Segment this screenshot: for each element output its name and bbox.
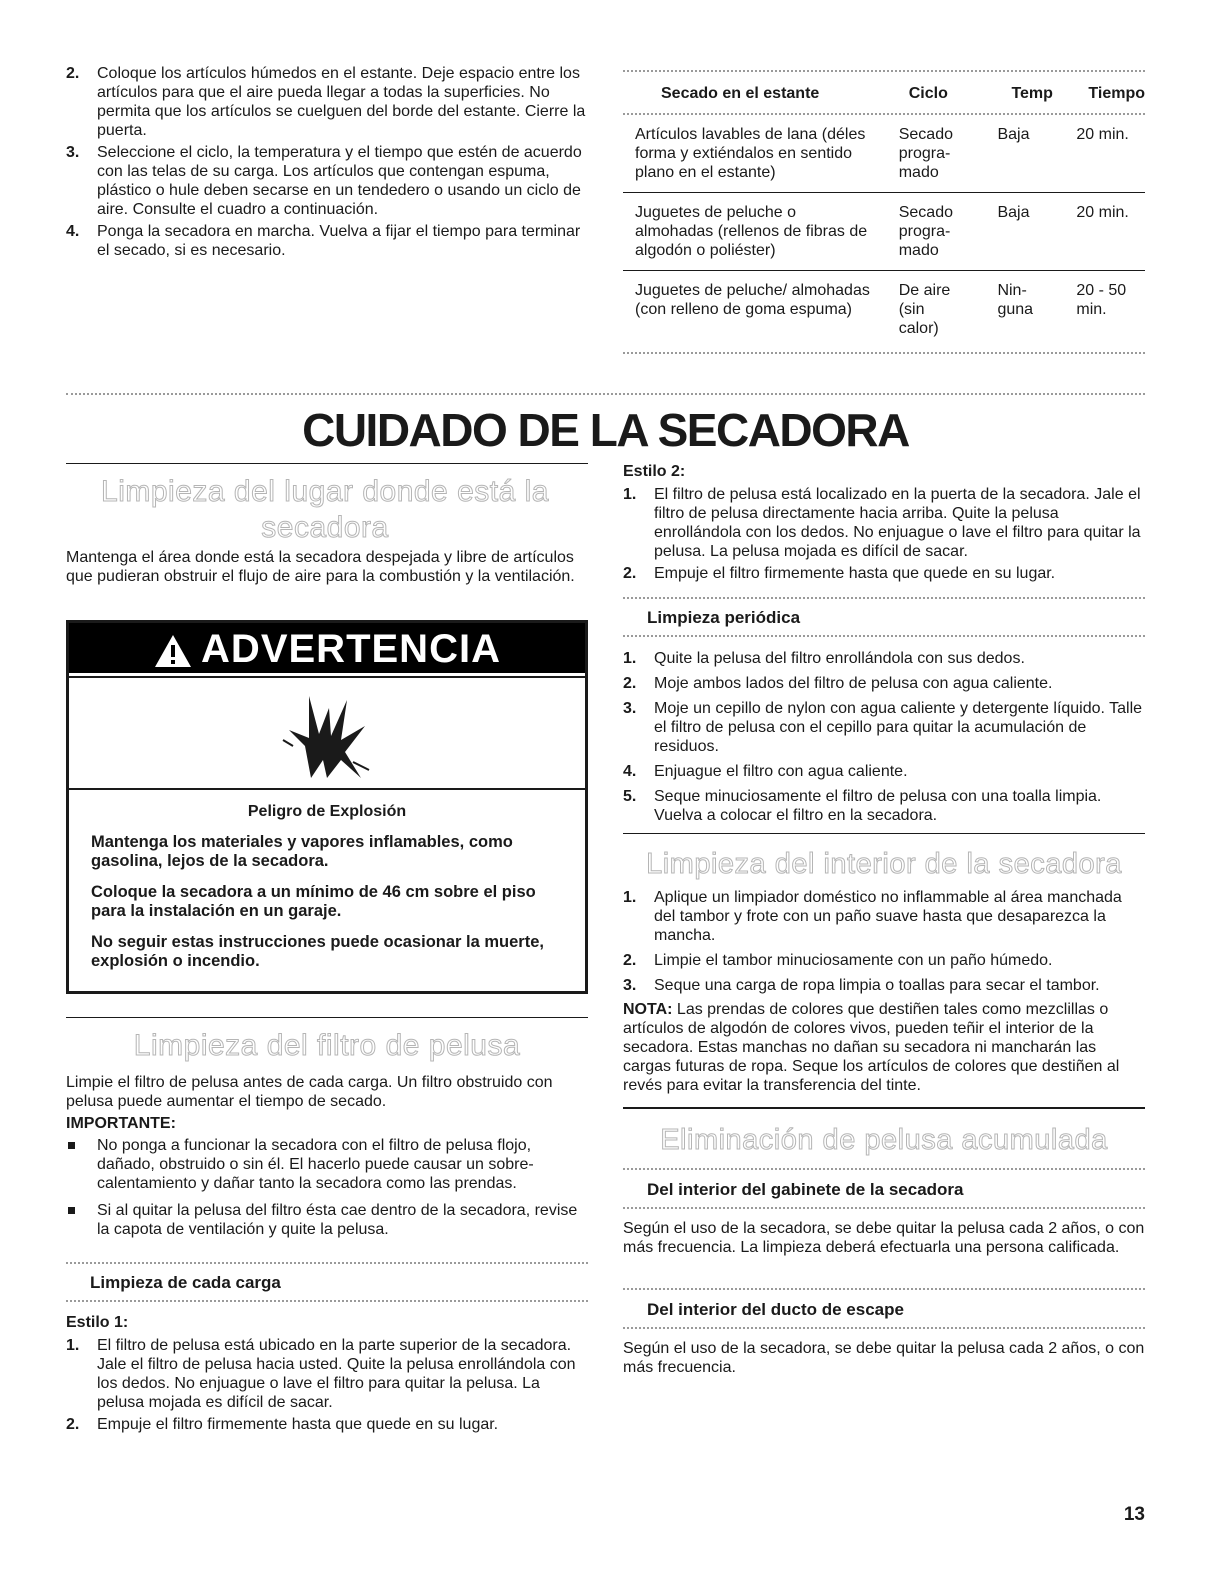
step-number: 3. bbox=[623, 977, 637, 994]
table-header: Tiempo bbox=[1088, 85, 1145, 102]
table-cell: Secado progra- mado bbox=[899, 115, 998, 193]
warning-text bbox=[69, 788, 585, 971]
page-number: 13 bbox=[1123, 1504, 1145, 1525]
step-number: 1. bbox=[66, 1337, 80, 1354]
bullet-text: Si al quitar la pelusa del filtro ésta cae dentro de la secadora, revise la capota de ventilación y quite la pelusa. bbox=[97, 1202, 578, 1238]
step-text: Moje ambos lados del filtro de pelusa con agua caliente. bbox=[654, 675, 1053, 692]
subsection-divider bbox=[623, 597, 1145, 599]
list-item bbox=[66, 1136, 588, 1193]
subsection-heading: Limpieza de cada carga bbox=[90, 1273, 281, 1292]
subsection-heading: Limpieza periódica bbox=[647, 608, 801, 627]
list-item bbox=[66, 222, 586, 260]
step-number: 2. bbox=[623, 565, 637, 582]
bullet-icon bbox=[68, 1142, 75, 1149]
table-header: Secado en el estante bbox=[661, 85, 820, 102]
step-number: 3. bbox=[623, 700, 637, 717]
section-rule bbox=[623, 1107, 1145, 1109]
section-rule bbox=[623, 833, 1145, 834]
list-item bbox=[623, 564, 1145, 583]
subsection-divider bbox=[66, 1262, 588, 1264]
list-item bbox=[623, 976, 1145, 995]
step-number: 4. bbox=[623, 763, 637, 780]
list-item bbox=[623, 787, 1145, 825]
interior-steps bbox=[623, 888, 1145, 998]
table-cell: 20 min. bbox=[1076, 115, 1145, 193]
list-item bbox=[623, 888, 1145, 945]
paragraph: Según el uso de la secadora, se debe quitar la pelusa cada 2 años, o con más frecuencia. La limpieza deberá efectuarla una persona calificada. bbox=[623, 1220, 1145, 1256]
section-rule bbox=[66, 1017, 588, 1018]
subsection-divider bbox=[623, 1207, 1145, 1209]
step-number: 2. bbox=[66, 65, 80, 82]
warning-line: No seguir estas instrucciones puede ocasionar la muerte, explosión o incendio. bbox=[91, 933, 544, 970]
note-paragraph bbox=[623, 1000, 1145, 1095]
step-text: Moje un cepillo de nylon con agua caliente y detergente líquido. Talle el filtro de pelusa con el cepillo para quitar la acumulación de residuos. bbox=[654, 700, 1143, 755]
step-text: Aplique un limpiador doméstico no inflammable al área manchada del tambor y frote con un paño suave hasta que desaparezca la mancha. bbox=[654, 889, 1122, 944]
warning-title: ADVERTENCIA bbox=[201, 627, 501, 671]
top-steps-list bbox=[66, 64, 586, 263]
step-text: Limpie el tambor minuciosamente con un paño húmedo. bbox=[654, 952, 1053, 969]
table-cell: Artículos lavables de lana (déles forma y extiéndalos en sentido plano en el estante) bbox=[623, 115, 899, 193]
step-number: 2. bbox=[66, 1416, 80, 1433]
periodic-steps bbox=[623, 649, 1145, 828]
step-text: Seque minuciosamente el filtro de pelusa con una toalla limpia. Vuelva a colocar el filtro en la secadora. bbox=[654, 788, 1102, 824]
list-item bbox=[66, 1201, 588, 1239]
warning-line: Coloque la secadora a un mínimo de 46 cm sobre el piso para la instalación en un garaje. bbox=[91, 883, 536, 920]
style-label: Estilo 2: bbox=[623, 463, 686, 480]
icon-panel bbox=[69, 676, 585, 788]
list-item bbox=[623, 649, 1145, 668]
table-row bbox=[623, 115, 1145, 193]
step-text: Ponga la secadora en marcha. Vuelva a fijar el tiempo para terminar el secado, si es necesario. bbox=[97, 223, 581, 259]
paragraph: Mantenga el área donde está la secadora despejada y libre de artículos que pudieran obstruir el flujo de aire para la combustión y la ventilación. bbox=[66, 549, 575, 585]
paragraph: Según el uso de la secadora, se debe quitar la pelusa cada 2 años, o con más frecuencia. bbox=[623, 1340, 1145, 1376]
subsection-heading: Del interior del gabinete de la secadora bbox=[647, 1180, 964, 1199]
subsection-divider bbox=[623, 1168, 1145, 1170]
warning-box bbox=[66, 620, 588, 994]
note-label: NOTA: bbox=[623, 1001, 673, 1018]
explosion-icon bbox=[279, 686, 379, 786]
table-bottom-divider bbox=[623, 352, 1145, 354]
table-cell: 20 min. bbox=[1076, 193, 1145, 271]
step-text: Empuje el filtro firmemente hasta que quede en su lugar. bbox=[97, 1416, 499, 1433]
subsection-divider bbox=[623, 1327, 1145, 1329]
step-text: El filtro de pelusa está localizado en la puerta de la secadora. Jale el filtro de pelusa directamente hacia arriba. Quite la pelusa enrollándola con los dedos. No enjuague o lave el filtro para quitar la pelusa. La pelusa mojada es difícil de sacar. bbox=[654, 486, 1141, 560]
step-number: 1. bbox=[623, 486, 637, 503]
list-item bbox=[623, 762, 1145, 781]
table-cell: 20 - 50 min. bbox=[1076, 282, 1127, 318]
step-number: 3. bbox=[66, 144, 80, 161]
style2-steps bbox=[623, 485, 1145, 586]
table-cell: Baja bbox=[997, 193, 1076, 271]
step-text: Quite la pelusa del filtro enrollándola con sus dedos. bbox=[654, 650, 1025, 667]
table-cell: Juguetes de peluche o almohadas (rellenos de fibras de algodón o poliéster) bbox=[623, 193, 899, 271]
subsection-heading: Del interior del ducto de escape bbox=[647, 1300, 904, 1319]
list-item bbox=[66, 143, 586, 219]
step-number: 5. bbox=[623, 788, 637, 805]
step-text: Seque una carga de ropa limpia o toallas para secar el tambor. bbox=[654, 977, 1100, 994]
table-cell: Nin- guna bbox=[997, 282, 1034, 318]
table-header: Temp bbox=[1011, 85, 1053, 102]
style-label: Estilo 1: bbox=[66, 1314, 129, 1331]
list-item bbox=[623, 674, 1145, 693]
section-heading: Limpieza del lugar donde está la secadora bbox=[101, 475, 549, 544]
list-item bbox=[66, 64, 586, 140]
step-number: 1. bbox=[623, 650, 637, 667]
subsection-divider bbox=[623, 635, 1145, 637]
step-number: 2. bbox=[623, 952, 637, 969]
section-heading: Limpieza del filtro de pelusa bbox=[133, 1029, 521, 1062]
section-divider bbox=[66, 393, 1145, 395]
subsection-divider bbox=[623, 1288, 1145, 1290]
list-item bbox=[623, 699, 1145, 756]
bullet-text: No ponga a funcionar la secadora con el filtro de pelusa flojo, dañado, obstruido o sin él. El hacerlo puede causar un sobre-calentamiento y dañar tanto la secadora como las prendas. bbox=[97, 1137, 534, 1192]
step-number: 2. bbox=[623, 675, 637, 692]
subsection-divider bbox=[66, 1300, 588, 1302]
table-cell: Juguetes de peluche/ almohadas (con relleno de goma espuma) bbox=[635, 282, 870, 318]
table-cell: Secado progra- mado bbox=[899, 193, 998, 271]
bullet-icon bbox=[68, 1207, 75, 1214]
step-text: Empuje el filtro firmemente hasta que quede en su lugar. bbox=[654, 565, 1056, 582]
step-text: El filtro de pelusa está ubicado en la parte superior de la secadora. Jale el filtro de pelusa hacia usted. Quite la pelusa enrollándola con los dedos. No enjuague o lave el filtro para quitar la pelusa. La pelusa mojada es difícil de sacar. bbox=[97, 1337, 576, 1411]
table-row bbox=[623, 271, 1145, 349]
step-text: Enjuague el filtro con agua caliente. bbox=[654, 763, 908, 780]
hazard-title: Peligro de Explosión bbox=[247, 803, 407, 820]
list-item bbox=[66, 1415, 588, 1434]
list-item bbox=[623, 485, 1145, 561]
style1-steps bbox=[66, 1336, 588, 1437]
warning-triangle-icon bbox=[153, 623, 193, 675]
list-item bbox=[623, 951, 1145, 970]
section-rule bbox=[66, 463, 588, 464]
section-heading: Eliminación de pelusa acumulada bbox=[660, 1124, 1108, 1156]
warning-line: Mantenga los materiales y vapores inflamables, como gasolina, lejos de la secadora. bbox=[91, 833, 513, 870]
table-cell: De aire (sin calor) bbox=[898, 282, 951, 337]
step-text: Seleccione el ciclo, la temperatura y el tiempo que estén de acuerdo con las telas de su carga. Los artículos que contengan espuma, plástico o hule deben secarse en un tendedero o usando un ciclo de aire. Consulte el cuadro a continuación. bbox=[97, 144, 582, 218]
note-text: Las prendas de colores que destiñen tales como mezclillas o artículos de algodón de colores vivos, pueden teñir el interior de la secadora. Estas manchas no dañan su secadora ni mancharán las cargas futuras de ropa. Seque los artículos de colores que destiñen al revés para evitar la transferencia del tinte. bbox=[623, 1001, 1120, 1094]
important-label: IMPORTANTE: bbox=[66, 1115, 176, 1132]
table-cell: Baja bbox=[997, 115, 1076, 193]
list-item bbox=[66, 1336, 588, 1412]
step-number: 4. bbox=[66, 223, 80, 240]
step-text: Coloque los artículos húmedos en el estante. Deje espacio entre los artículos para que el aire pueda llegar a todas la superficies. No permita que los artículos se cuelguen del borde del estante. Cierre la puerta. bbox=[97, 65, 586, 139]
table-header: Ciclo bbox=[908, 85, 948, 102]
paragraph: Limpie el filtro de pelusa antes de cada carga. Un filtro obstruido con pelusa puede aumentar el tiempo de secado. bbox=[66, 1074, 553, 1110]
important-bullets bbox=[66, 1136, 588, 1247]
page-title: CUIDADO DE LA SECADORA bbox=[302, 404, 909, 456]
table-row bbox=[623, 193, 1145, 271]
step-number: 1. bbox=[623, 889, 637, 906]
shelf-drying-table bbox=[623, 72, 1145, 348]
warning-header bbox=[69, 623, 585, 673]
section-heading: Limpieza del interior de la secadora bbox=[646, 848, 1122, 880]
